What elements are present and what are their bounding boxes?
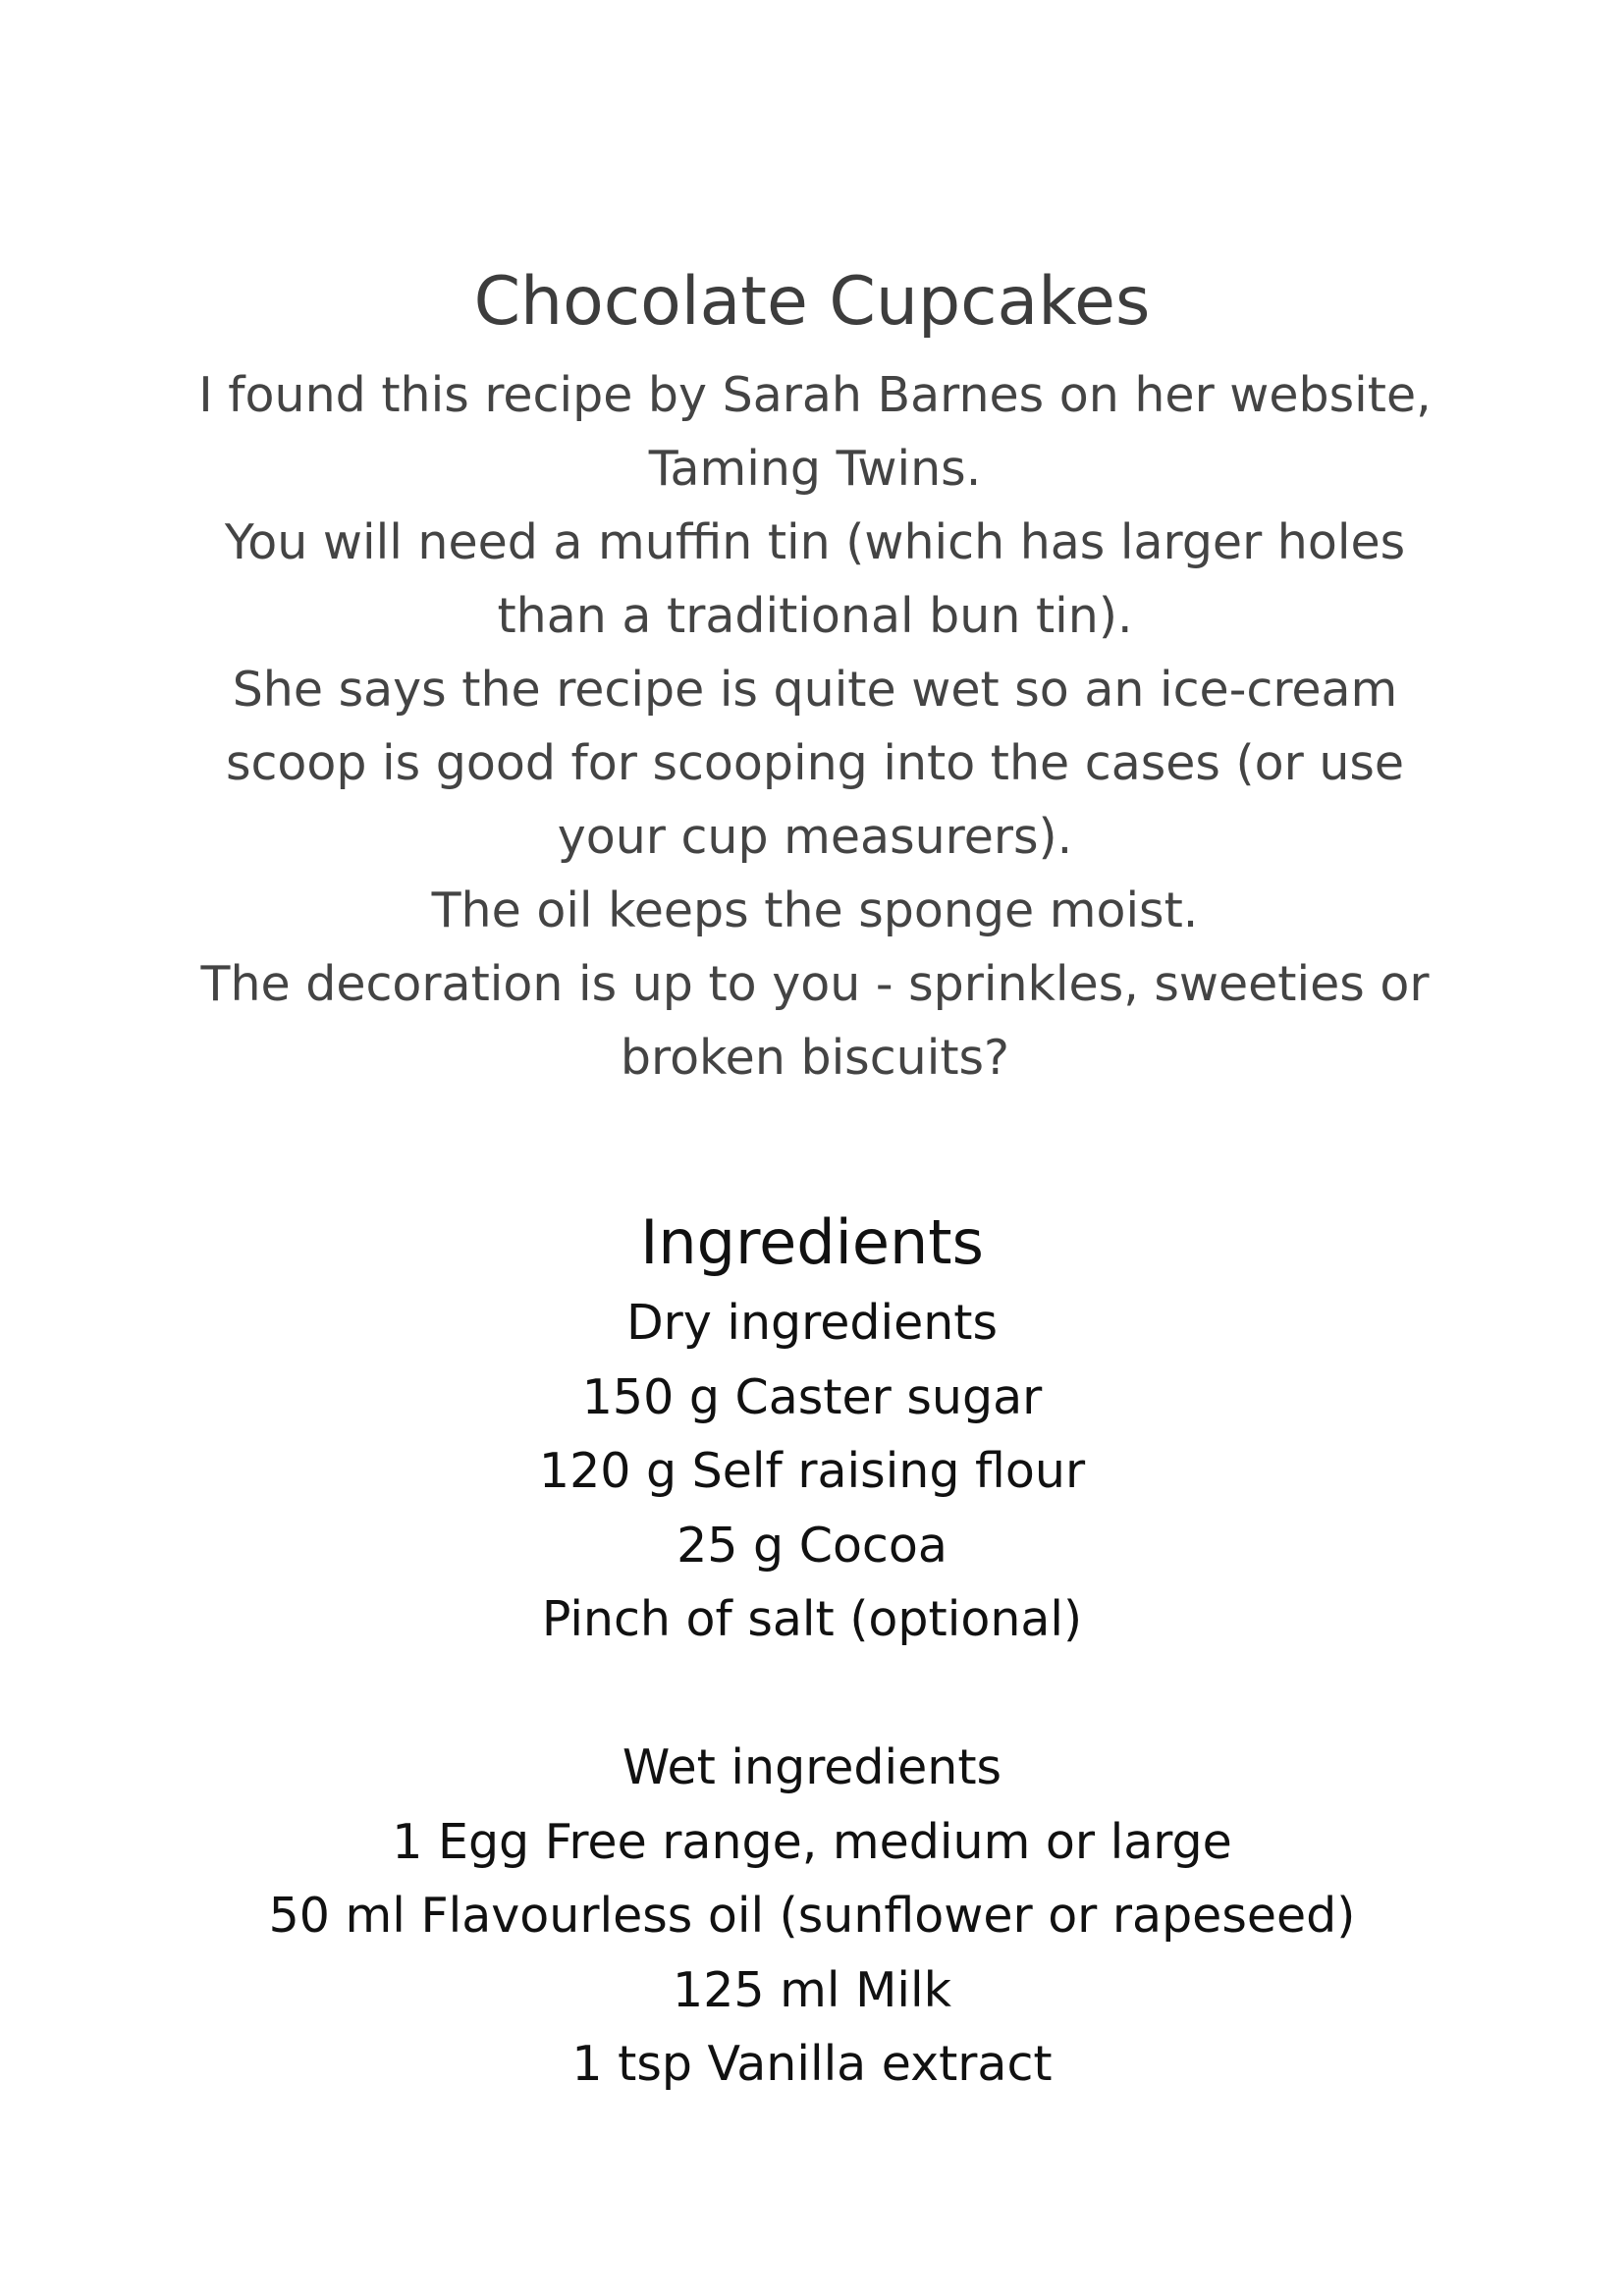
ingredient-item: 25 g Cocoa [677,1517,947,1574]
intro-line: The decoration is up to you - sprinkles, sweeties or [200,956,1430,1012]
recipe-intro [147,358,1483,1095]
intro-line: than a traditional bun tin). [497,588,1133,644]
intro-line: broken biscuits? [620,1030,1010,1086]
wet-ingredients-section [0,1731,1624,2102]
intro-line: your cup measurers). [557,809,1073,865]
ingredient-item: 125 ml Milk [673,1961,951,2018]
ingredient-item: 1 Egg Free range, medium or large [392,1813,1232,1870]
dry-ingredients-heading: Dry ingredients [625,1295,999,1351]
ingredient-item: 50 ml Flavourless oil (sunflower or rapeseed) [268,1888,1356,1944]
wet-ingredients-heading: Wet ingredients [622,1739,1002,1795]
ingredient-item: 1 tsp Vanilla extract [571,2036,1053,2092]
intro-line: The oil keeps the sponge moist. [431,882,1199,938]
ingredient-item: 150 g Caster sugar [581,1368,1043,1425]
intro-line: She says the recipe is quite wet so an ice-cream [232,662,1398,718]
intro-line: scoop is good for scooping into the cases (or use [225,735,1405,791]
intro-line: Taming Twins. [648,441,982,497]
ingredient-item: 120 g Self raising flour [538,1443,1086,1499]
recipe-title: Chocolate Cupcakes [473,263,1151,341]
intro-line: I found this recipe by Sarah Barnes on her website, [198,367,1432,423]
ingredients-heading: Ingredients [640,1206,984,1278]
dry-ingredients-section [0,1286,1624,1657]
intro-line: You will need a muffin tin (which has larger holes [224,514,1406,570]
ingredient-item: Pinch of salt (optional) [541,1591,1083,1647]
